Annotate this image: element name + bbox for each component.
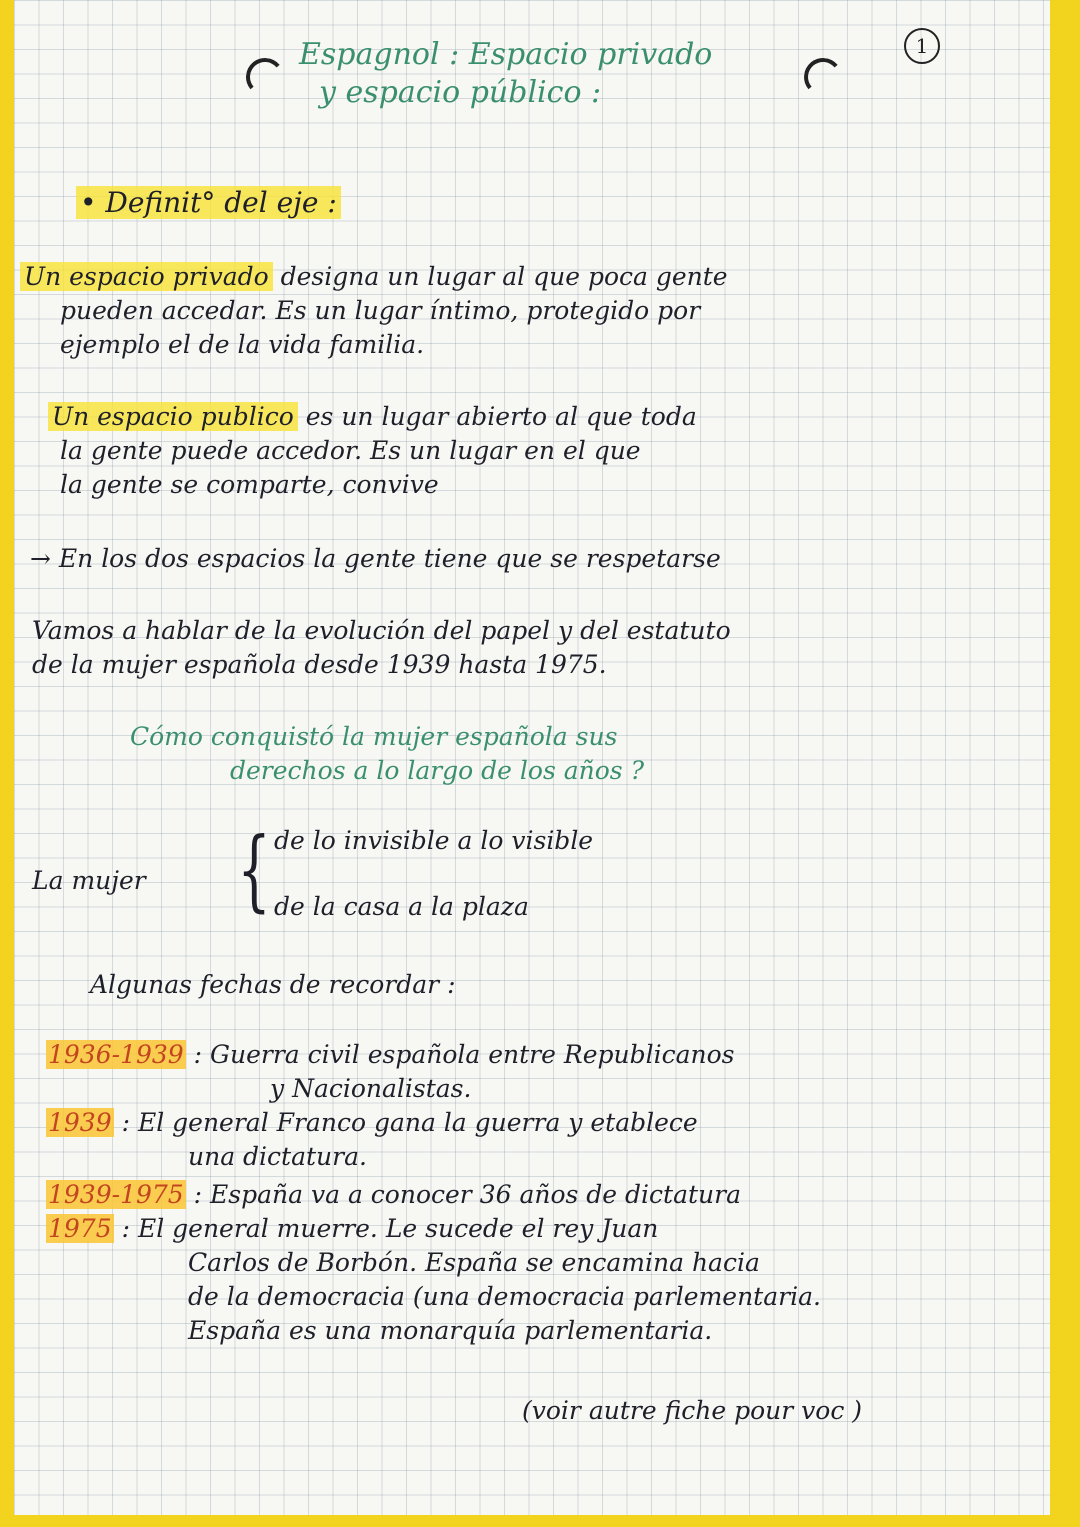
timeline-date: 1939-1975 [48,1180,184,1209]
timeline-text: España es una monarquía parlementaria. [188,1316,713,1345]
timeline-entry-1: 1936-1939 : Guerra civil española entre Republicanos [48,1040,735,1069]
notebook-page [14,0,1050,1515]
binder-hole-icon [244,56,285,97]
timeline-entry-2: 1939 : El general Franco gana la guerra y etablece [48,1108,698,1137]
timeline-text: una dictatura. [188,1142,367,1171]
mujer-item-1: de lo invisible a lo visible [274,826,594,855]
yellow-edge-right [1050,0,1080,1527]
private-line-1 [20,262,728,292]
timeline-text: Guerra civil española entre Republicanos [210,1040,735,1069]
title-line-1: Espagnol : Espacio privado [299,37,713,72]
private-line-2: pueden accedar. Es un lugar íntimo, protegido por [60,296,701,325]
private-line-1-rest: designa un lugar al que poca gente [272,262,728,291]
definition-heading-text: • Definit° del eje : [76,186,341,219]
timeline-entry-4: 1975 : El general muerre. Le sucede el rey Juan [48,1214,659,1243]
public-line-2: la gente puede accedor. Es un lugar en el que [60,436,641,465]
timeline-text: Carlos de Borbón. España se encamina hacia [188,1248,760,1277]
question-line-2: derechos a lo largo de los años ? [230,756,644,785]
public-line-1-rest: es un lugar abierto al que toda [297,402,697,431]
public-line-3: la gente se comparte, convive [60,470,439,499]
mujer-item-2: de la casa a la plaza [274,892,529,921]
intro-line-1: Vamos a hablar de la evolución del papel y del estatuto [32,616,731,645]
timeline-date: 1939 [48,1108,112,1137]
intro-line-2: de la mujer española desde 1939 hasta 1975. [32,650,607,679]
timeline-text: de la democracia (una democracia parlementaria. [188,1282,821,1311]
binder-hole-icon [802,56,843,97]
timeline-date: 1975 [48,1214,112,1243]
mujer-label: La mujer [32,866,146,895]
page-number: 1 [904,28,940,64]
arrow-line: → En los dos espacios la gente tiene que se respetarse [30,544,721,573]
private-term: Un espacio privado [20,262,273,291]
timeline-text: El general Franco gana la guerra y etablece [137,1108,698,1137]
public-line-1 [48,402,697,432]
footer-note: (voir autre fiche pour voc ) [522,1396,863,1425]
definition-heading [76,188,341,218]
timeline-text: El general muerre. Le sucede el rey Juan [137,1214,659,1243]
title-line-2: y espacio público : [319,75,602,110]
public-term: Un espacio publico [48,402,298,431]
private-line-3: ejemplo el de la vida familia. [60,330,425,359]
question-line-1: Cómo conquistó la mujer española sus [130,722,618,751]
timeline-entry-3: 1939-1975 : España va a conocer 36 años de dictatura [48,1180,741,1209]
dates-heading: Algunas fechas de recordar : [90,970,456,999]
yellow-edge-bottom [0,1515,1080,1527]
timeline-date: 1936-1939 [48,1040,184,1069]
brace-icon: { [237,818,271,921]
timeline-text: y Nacionalistas. [270,1074,472,1103]
timeline-text: España va a conocer 36 años de dictatura [210,1180,741,1209]
